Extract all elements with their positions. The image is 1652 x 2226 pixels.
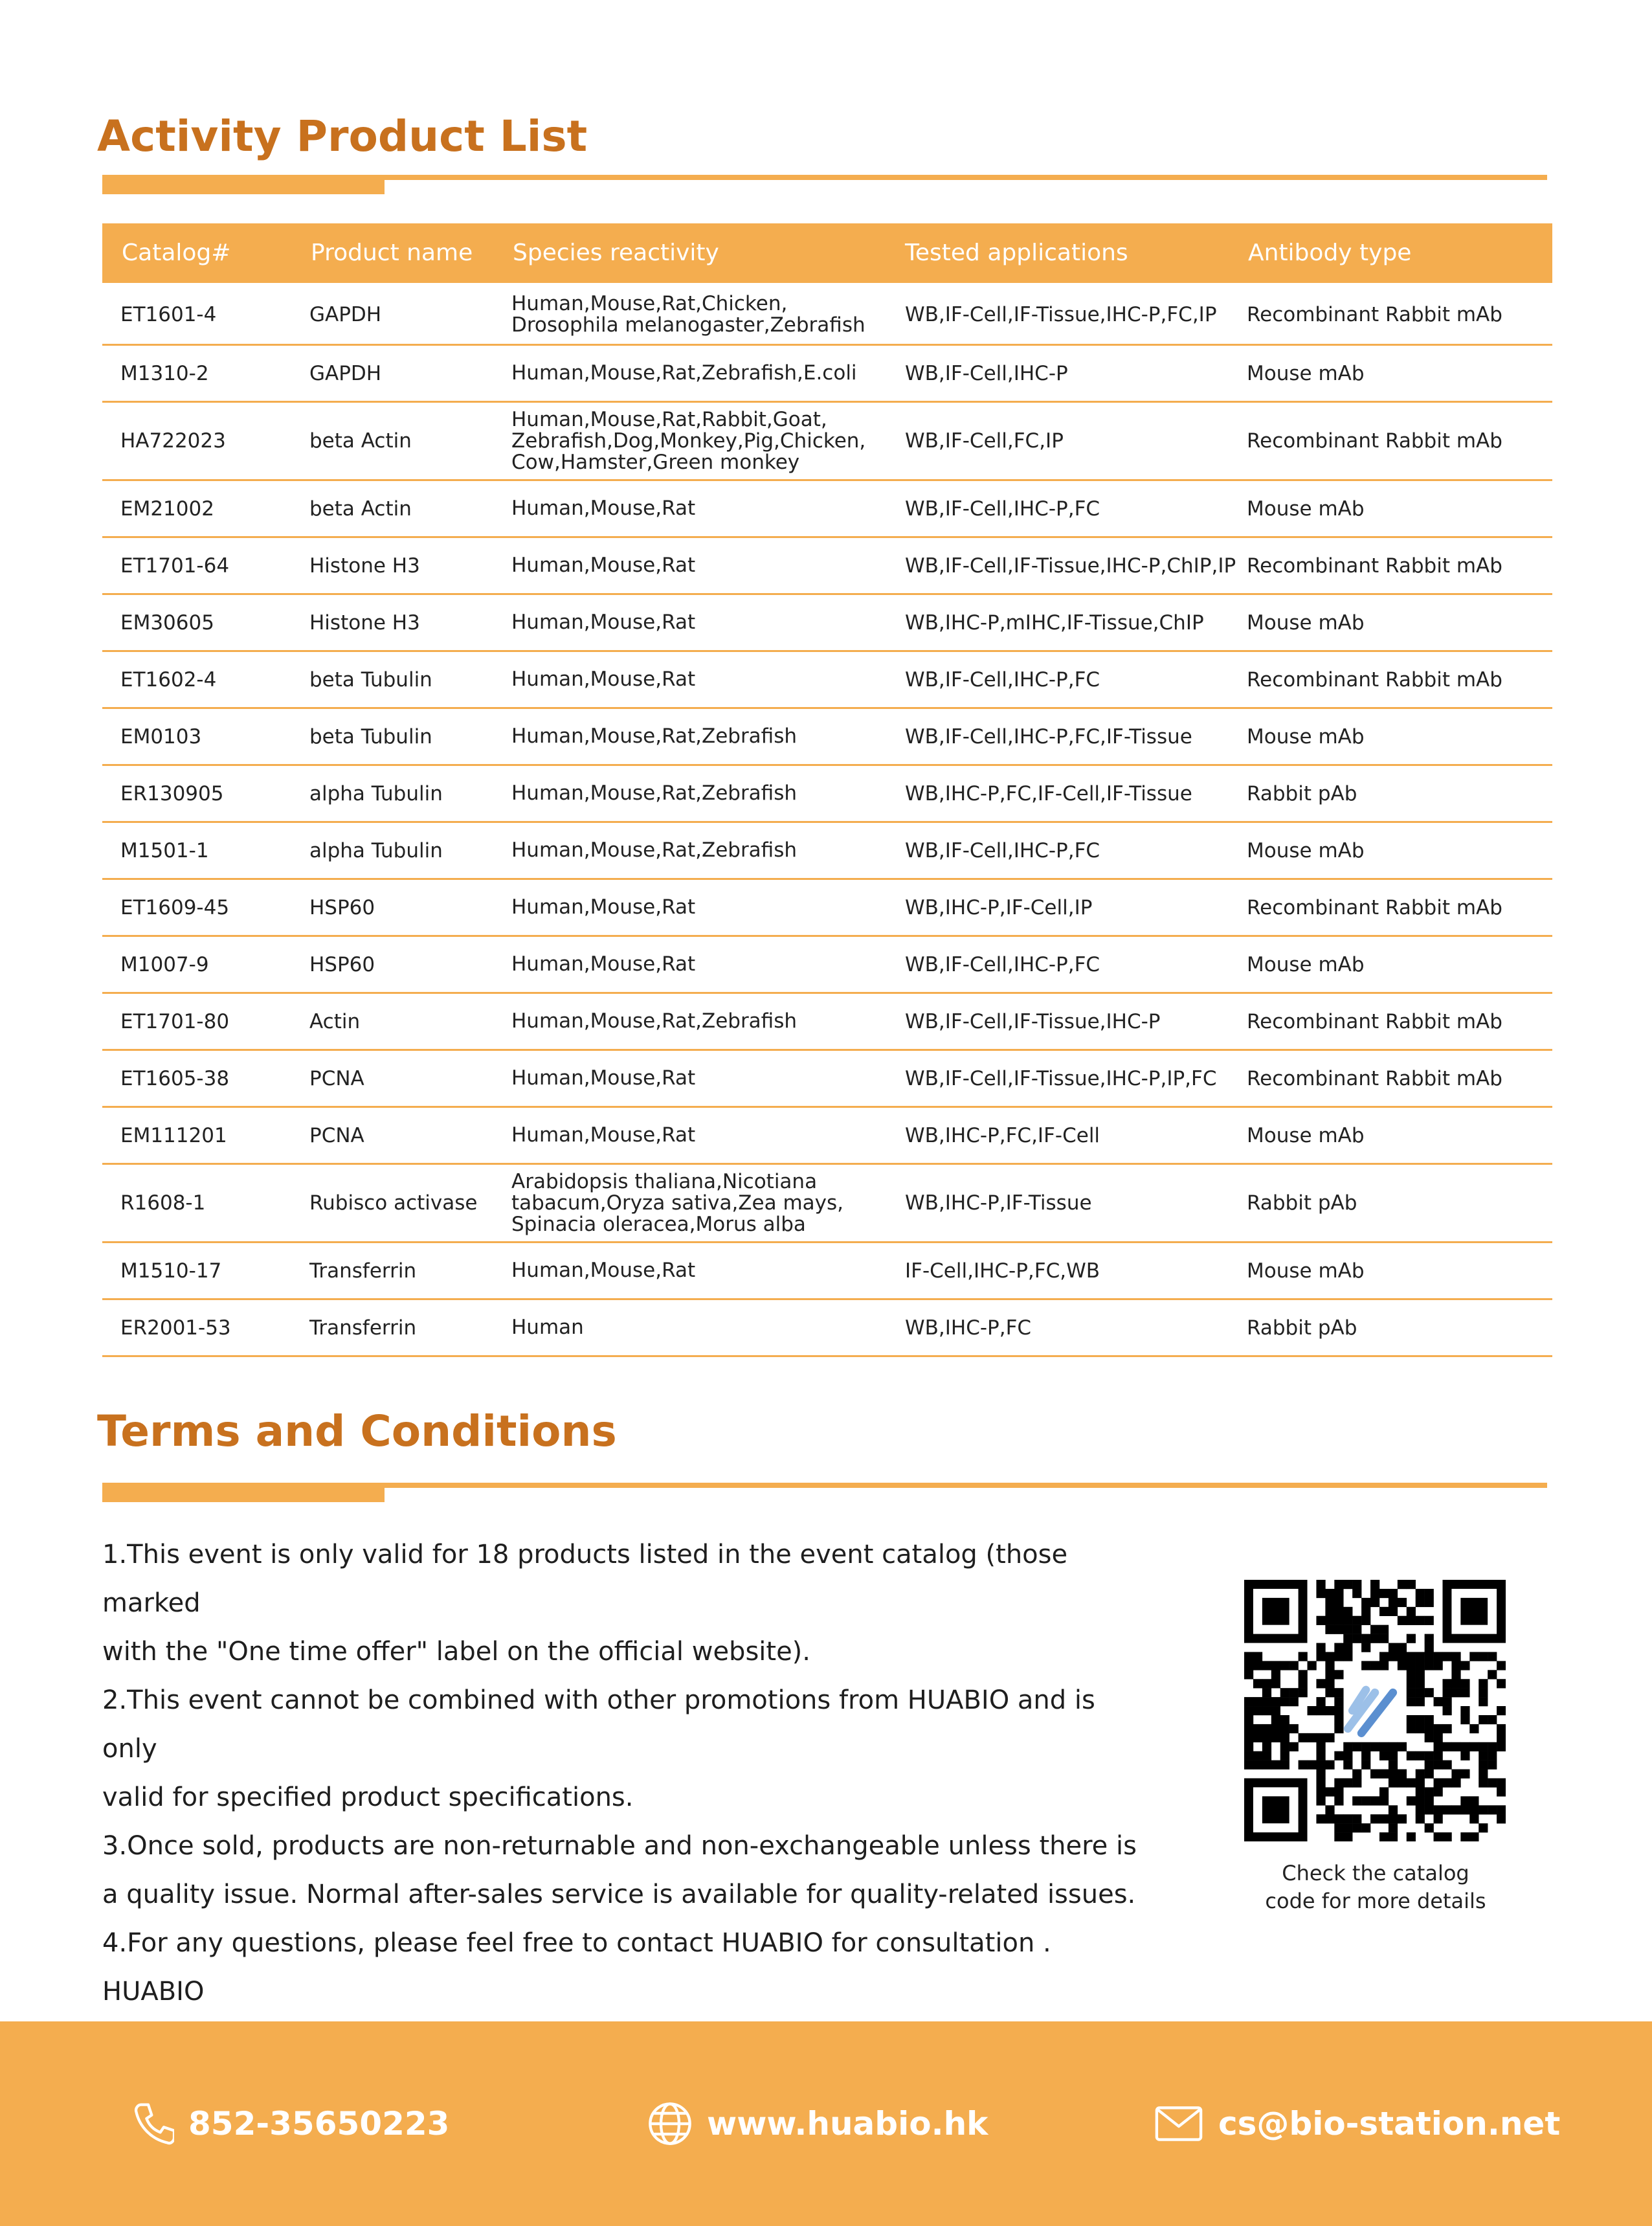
species-lines	[511, 1171, 843, 1235]
product-name: GAPDH	[309, 361, 382, 385]
tested-applications: WB,IHC-P,IF-Cell,IP	[905, 895, 1093, 919]
tested-applications: WB,IF-Cell,IHC-P,FC	[905, 668, 1100, 691]
species-line: Human	[511, 1316, 584, 1339]
species-lines	[511, 726, 797, 747]
species-line: Human,Mouse,Rat,Zebrafish	[511, 1009, 798, 1033]
catalog-number: ER2001-53	[120, 1316, 231, 1340]
antibody-type: Mouse mAb	[1247, 361, 1365, 385]
product-name: Transferrin	[309, 1259, 417, 1283]
species-lines	[511, 612, 695, 633]
species-reactivity	[511, 1243, 900, 1298]
species-lines	[511, 1068, 695, 1089]
species-reactivity	[511, 481, 900, 536]
antibody-type: Recombinant Rabbit mAb	[1247, 303, 1502, 326]
species-reactivity	[511, 652, 900, 707]
species-reactivity	[511, 823, 900, 878]
species-lines	[511, 1260, 695, 1281]
species-reactivity	[511, 994, 900, 1049]
species-line: Human,Mouse,Rat	[511, 1123, 696, 1147]
antibody-type: Recombinant Rabbit mAb	[1247, 429, 1502, 453]
table-row	[102, 994, 1552, 1051]
qr-caption	[1211, 1860, 1541, 1915]
species-reactivity	[511, 403, 900, 479]
product-name: beta Tubulin	[309, 668, 432, 691]
species-lines	[511, 1125, 695, 1146]
antibody-type: Recombinant Rabbit mAb	[1247, 668, 1502, 691]
species-line: Human,Mouse,Rat	[511, 1259, 696, 1282]
species-line: Zebrafish,Dog,Monkey,Pig,Chicken,	[511, 429, 866, 453]
species-line: Human,Mouse,Rat,Rabbit,Goat,	[511, 407, 827, 431]
species-lines	[511, 840, 797, 861]
product-name: beta Tubulin	[309, 725, 432, 748]
table-row	[102, 1165, 1552, 1243]
catalog-number: ET1701-80	[120, 1009, 230, 1033]
table-row	[102, 1243, 1552, 1300]
catalog-number: EM0103	[120, 725, 202, 748]
catalog-number: M1501-1	[120, 838, 209, 862]
globe-icon	[647, 2101, 693, 2146]
qr-caption-line-1: Check the catalog	[1282, 1861, 1469, 1885]
species-lines	[511, 954, 695, 975]
catalog-number: HA722023	[120, 429, 226, 453]
table-row	[102, 1051, 1552, 1108]
catalog-number: EM21002	[120, 497, 214, 521]
species-line: Cow,Hamster,Green monkey	[511, 450, 800, 474]
species-line: tabacum,Oryza sativa,Zea mays,	[511, 1191, 843, 1215]
antibody-type: Mouse mAb	[1247, 611, 1365, 635]
terms-title: Terms and Conditions	[97, 1406, 617, 1456]
tested-applications: WB,IF-Cell,IHC-P,FC	[905, 952, 1100, 976]
species-line: Human,Mouse,Rat,Zebrafish	[511, 725, 798, 748]
qr-caption-line-2: code for more details	[1265, 1889, 1486, 1913]
species-reactivity	[511, 595, 900, 650]
species-reactivity	[511, 346, 900, 401]
terms-line: 2.This event cannot be combined with other promotions from HUABIO and is only	[102, 1685, 1095, 1764]
species-reactivity	[511, 1300, 900, 1355]
antibody-type: Recombinant Rabbit mAb	[1247, 554, 1502, 578]
product-list-title: Activity Product List	[97, 111, 588, 161]
antibody-type: Mouse mAb	[1247, 1259, 1365, 1283]
species-line: Human,Mouse,Rat	[511, 895, 696, 919]
species-line: Human,Mouse,Rat,Zebrafish	[511, 781, 798, 805]
species-lines	[511, 897, 695, 918]
species-line: Spinacia oleracea,Morus alba	[511, 1212, 806, 1236]
website-url: www.huabio.hk	[707, 2105, 988, 2142]
phone-number: 852-35650223	[188, 2105, 450, 2142]
species-lines	[511, 1317, 584, 1338]
tested-applications: WB,IF-Cell,IHC-P,FC	[905, 838, 1100, 862]
tested-applications: WB,IF-Cell,IHC-P,FC,IF-Tissue	[905, 725, 1192, 748]
product-name: GAPDH	[309, 303, 382, 326]
table-row	[102, 346, 1552, 403]
column-header-applications: Tested applications	[905, 240, 1128, 266]
product-name: alpha Tubulin	[309, 838, 443, 862]
species-lines	[511, 498, 695, 519]
column-header-species: Species reactivity	[513, 240, 719, 266]
tested-applications: WB,IF-Cell,IF-Tissue,IHC-P,IP,FC	[905, 1066, 1217, 1090]
product-name: PCNA	[309, 1123, 364, 1147]
column-header-antibody-type: Antibody type	[1248, 240, 1412, 266]
terms-line: 3.Once sold, products are non-returnable and non-exchangeable unless there is	[102, 1831, 1137, 1861]
catalog-qr-code	[1244, 1580, 1506, 1841]
table-row	[102, 1108, 1552, 1165]
tested-applications: WB,IF-Cell,IF-Tissue,IHC-P,FC,IP	[905, 303, 1217, 326]
product-name: Histone H3	[309, 554, 420, 578]
catalog-number: ET1609-45	[120, 895, 230, 919]
species-lines	[511, 1011, 797, 1032]
tested-applications: WB,IHC-P,IF-Tissue	[905, 1191, 1092, 1215]
product-name: alpha Tubulin	[309, 781, 443, 805]
antibody-type: Recombinant Rabbit mAb	[1247, 895, 1502, 919]
product-name: Transferrin	[309, 1316, 417, 1340]
tested-applications: WB,IHC-P,mIHC,IF-Tissue,ChIP	[905, 611, 1204, 635]
product-name: HSP60	[309, 895, 375, 919]
product-name: PCNA	[309, 1066, 364, 1090]
tested-applications: WB,IF-Cell,FC,IP	[905, 429, 1064, 453]
species-lines	[511, 363, 857, 384]
table-row	[102, 595, 1552, 652]
phone-icon	[133, 2101, 174, 2146]
table-row	[102, 823, 1552, 880]
catalog-number: ET1701-64	[120, 554, 230, 578]
table-row	[102, 880, 1552, 937]
catalog-number: R1608-1	[120, 1191, 206, 1215]
table-row	[102, 766, 1552, 823]
antibody-type: Rabbit pAb	[1247, 781, 1357, 805]
species-lines	[511, 669, 695, 690]
table-row	[102, 709, 1552, 766]
catalog-number: ET1601-4	[120, 303, 217, 326]
antibody-type: Recombinant Rabbit mAb	[1247, 1066, 1502, 1090]
species-line: Human,Mouse,Rat,Zebrafish	[511, 838, 798, 862]
terms-underline	[102, 1483, 1547, 1488]
column-header-catalog: Catalog#	[122, 240, 231, 266]
tested-applications: WB,IHC-P,FC	[905, 1316, 1032, 1340]
product-name: beta Actin	[309, 497, 412, 521]
antibody-type: Mouse mAb	[1247, 725, 1365, 748]
catalog-number: ET1605-38	[120, 1066, 230, 1090]
tested-applications: WB,IF-Cell,IF-Tissue,IHC-P,ChIP,IP	[905, 554, 1236, 578]
species-lines	[511, 409, 865, 473]
table-row	[102, 481, 1552, 538]
antibody-type: Mouse mAb	[1247, 497, 1365, 521]
tested-applications: WB,IHC-P,FC,IF-Cell,IF-Tissue	[905, 781, 1192, 805]
tested-applications: WB,IF-Cell,IHC-P	[905, 361, 1068, 385]
product-name: HSP60	[309, 952, 375, 976]
title-accent-bar	[102, 180, 385, 194]
table-body	[102, 286, 1552, 1357]
species-line: Human,Mouse,Rat	[511, 611, 696, 634]
antibody-type: Recombinant Rabbit mAb	[1247, 1009, 1502, 1033]
email-contact[interactable]	[1154, 2097, 1560, 2151]
terms-line: with the "One time offer" label on the official website).	[102, 1637, 811, 1667]
table-row	[102, 286, 1552, 346]
species-reactivity	[511, 1108, 900, 1163]
email-address: cs@bio-station.net	[1218, 2105, 1561, 2142]
species-reactivity	[511, 538, 900, 593]
catalog-number: EM111201	[120, 1123, 227, 1147]
terms-line: valid for specified product specifications.	[102, 1782, 634, 1812]
title-underline	[102, 175, 1547, 180]
species-line: Human,Mouse,Rat	[511, 497, 696, 520]
species-reactivity	[511, 937, 900, 992]
species-line: Human,Mouse,Rat	[511, 554, 696, 577]
species-line: Human,Mouse,Rat,Chicken,	[511, 292, 788, 315]
tested-applications: WB,IHC-P,FC,IF-Cell	[905, 1123, 1100, 1147]
antibody-type: Mouse mAb	[1247, 1123, 1365, 1147]
website-contact[interactable]	[647, 2097, 988, 2151]
species-line: Drosophila melanogaster,Zebrafish	[511, 313, 865, 337]
species-reactivity	[511, 286, 900, 344]
table-header	[102, 223, 1552, 286]
species-line: Human,Mouse,Rat	[511, 1066, 696, 1090]
catalog-number: ER130905	[120, 781, 224, 805]
catalog-number: ET1602-4	[120, 668, 217, 691]
table-row	[102, 538, 1552, 595]
species-lines	[511, 293, 865, 336]
mail-icon	[1154, 2104, 1204, 2143]
antibody-type: Mouse mAb	[1247, 952, 1365, 976]
column-header-product-name: Product name	[311, 240, 473, 266]
tested-applications: IF-Cell,IHC-P,FC,WB	[905, 1259, 1100, 1283]
tested-applications: WB,IF-Cell,IF-Tissue,IHC-P	[905, 1009, 1161, 1033]
product-name: Rubisco activase	[309, 1191, 478, 1215]
terms-line: 1.This event is only valid for 18 products listed in the event catalog (those marked	[102, 1540, 1068, 1618]
species-line: Human,Mouse,Rat	[511, 668, 696, 691]
product-name: beta Actin	[309, 429, 412, 453]
table-row	[102, 652, 1552, 709]
catalog-number: M1310-2	[120, 361, 209, 385]
species-line: Human,Mouse,Rat,Zebrafish,E.coli	[511, 361, 857, 385]
table-row	[102, 937, 1552, 994]
table-row	[102, 403, 1552, 481]
phone-contact[interactable]	[133, 2097, 449, 2151]
product-table	[102, 223, 1552, 1357]
antibody-type: Rabbit pAb	[1247, 1316, 1357, 1340]
species-lines	[511, 555, 695, 576]
species-lines	[511, 783, 797, 804]
species-line: Arabidopsis thaliana,Nicotiana	[511, 1169, 818, 1193]
terms-line: a quality issue. Normal after-sales service is available for quality-related issues.	[102, 1880, 1136, 1909]
species-line: Human,Mouse,Rat	[511, 952, 696, 976]
tested-applications: WB,IF-Cell,IHC-P,FC	[905, 497, 1100, 521]
catalog-number: EM30605	[120, 611, 214, 635]
terms-accent-bar	[102, 1488, 385, 1502]
species-reactivity	[511, 1051, 900, 1106]
antibody-type: Mouse mAb	[1247, 838, 1365, 862]
catalog-number: M1510-17	[120, 1259, 222, 1283]
catalog-number: M1007-9	[120, 952, 209, 976]
table-row	[102, 1300, 1552, 1357]
product-name: Histone H3	[309, 611, 420, 635]
terms-line: 4.For any questions, please feel free to contact HUABIO for consultation . HUABIO	[102, 1928, 1051, 2007]
species-reactivity	[511, 880, 900, 935]
species-reactivity	[511, 709, 900, 764]
species-reactivity	[511, 766, 900, 821]
product-name: Actin	[309, 1009, 361, 1033]
species-reactivity	[511, 1165, 900, 1241]
antibody-type: Rabbit pAb	[1247, 1191, 1357, 1215]
contact-footer	[0, 2021, 1652, 2226]
